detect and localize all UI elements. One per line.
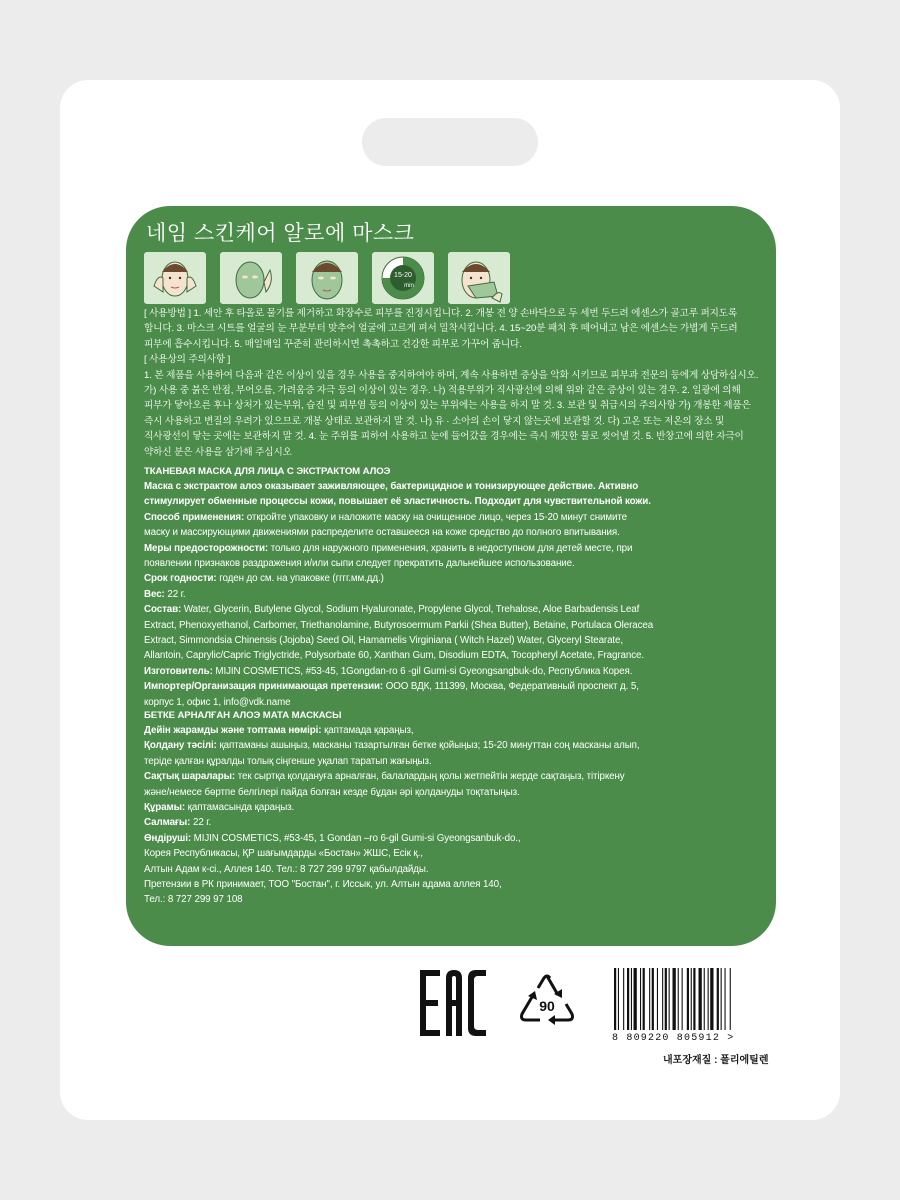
ru-usage-label: Способ применения: — [144, 511, 245, 523]
korean-title: 네임 스킨케어 알로에 마스크 — [146, 222, 415, 245]
ru-composition-text: Water, Glycerin, Butylene Glycol, Sodium Hyaluronate, Propylene Glycol, Trehalose, Aloe Barbadensis Leaf Extract, Phenoxyethanol, Carbomer, Triethanolamine, Butyrosoermum Parkii (Shea Butter), Betaine, Portulaca Oleracea Extract, Simmondsia Chinensis (Jojoba) Seed Oil, Hamamelis Virginiana ( Witch Hazel) Water, Glyceryl Stearate, Allantoin, Caprylic/Capric Triglyctride, Polysorbate 60, Xanthan Gum, Disodium EDTA, Tocopheryl Acetate, Fragrance. — [144, 604, 654, 662]
ru-weight-label: Вес: — [144, 588, 165, 600]
barcode-bar — [652, 968, 654, 1030]
hang-hole — [362, 118, 538, 166]
kz-caution-label: Сақтық шаралары: — [144, 771, 236, 783]
kz-composition-label: Құрамы: — [144, 802, 186, 814]
barcode-bar — [627, 968, 629, 1030]
barcode-bar — [631, 968, 632, 1030]
barcode-icon — [612, 968, 768, 1032]
mask-remove-icon — [448, 252, 510, 304]
timer-unit: min — [404, 283, 414, 289]
ru-importer-text: ООО ВДК, 111399, Москва, Федеративный проспект д. 5, корпус 1, офис 1, info@vdk.name — [144, 681, 639, 708]
timer-icon — [372, 252, 434, 304]
barcode-bar — [682, 968, 683, 1030]
eac-mark-icon — [420, 968, 494, 1040]
ru-composition-label: Состав: — [144, 604, 182, 616]
kazakh-text — [144, 723, 760, 908]
ru-maker-label: Изготовитель: — [144, 665, 213, 677]
russian-heading: ТКАНЕВАЯ МАСКА ДЛЯ ЛИЦА С ЭКСТРАКТОМ АЛОЭ — [144, 466, 391, 477]
ru-caution-label: Меры предосторожности: — [144, 542, 269, 554]
barcode-bar — [687, 968, 689, 1030]
face-wash-icon — [144, 252, 206, 304]
mask-on-icon — [296, 252, 358, 304]
kz-maker-text: MIJIN COSMETICS, #53-45, 1 Gondan –ro 6-gil Gumi-si Gyeongsanbuk-do., Корея Республикасы, ҚР шағымдарды «Бостан» ЖШС, Есік қ., Алтын Адам к-сі., Аллея 140. Тел.: 8 727 299 9797 қабылдайды. Претензии в РК принимает, ТОО "Бостан", г. Иссык, ул. Алтын адама аллея 140, Тел.: 8 727 299 97 108 — [144, 832, 521, 906]
ru-maker-text: MIJIN COSMETICS, #53-45, 1Gongdan-ro 6 -gil Gumi-si Gyeongsangbuk-do, Республика Корея. — [212, 665, 633, 677]
kz-batch-text: қаптамада қараңыз, — [321, 725, 414, 736]
ru-weight-text: 22 г. — [164, 588, 186, 600]
timer-label: 15-20 — [394, 272, 412, 279]
korean-instructions — [144, 306, 760, 460]
kz-composition-text: қаптамасында қараңыз. — [185, 802, 295, 814]
barcode-bar — [665, 968, 667, 1030]
usage-steps — [144, 252, 510, 304]
barcode-bar — [673, 968, 676, 1030]
barcode-bar — [643, 968, 645, 1030]
barcode-bar — [662, 968, 663, 1030]
kz-usage-label: Қолдану тәсілі: — [144, 740, 217, 752]
barcode-bar — [699, 968, 702, 1030]
ru-importer-label: Импортер/Организация принимающая претензии: — [144, 681, 384, 693]
kazakh-heading: БЕТКЕ АРНАЛҒАН АЛОЭ МАТА МАСКАСЫ — [144, 710, 342, 721]
usage-label: [ 사용방법 ] — [144, 308, 191, 319]
barcode-bar — [623, 968, 624, 1030]
barcode-bar — [693, 968, 695, 1030]
ru-usage-text: откройте упаковку и наложите маску на очищенное лицо, через 15-20 минут снимите маску и массирующими движениями распределите оставшееся на коже средство до полного впитывания. — [144, 511, 628, 539]
barcode-bar — [708, 968, 709, 1030]
kz-weight-label: Салмағы: — [144, 817, 191, 829]
barcode-bar — [614, 968, 616, 1030]
mask-apply-icon — [220, 252, 282, 304]
barcode-bar — [618, 968, 619, 1030]
packaging-material: 내포장재질 : 폴리에틸렌 — [663, 1055, 769, 1066]
ru-shelf-text: годен до см. на упаковке (гггг.мм.дд.) — [216, 573, 384, 585]
barcode-bar — [691, 968, 692, 1030]
kz-caution-text: тек сыртқа қолдануға арналған, балалардың қолы жетпейтін жерде сақтаңыз, тітіркену және/немесе бөртпе белгілері пайда болған кезде бұдан әрі қолдануды тоқтатыңыз. — [144, 771, 625, 798]
caution-label: [ 사용상의 주의사항 ] — [144, 354, 231, 366]
barcode-bar — [669, 968, 670, 1030]
usage-text: 1. 세안 후 타올로 물기를 제거하고 화장수로 피부를 진정시킵니다. 2. 개봉 전 양 손바닥으로 두 세번 두드려 에센스가 골고루 퍼지도록 합니다. 3. 마스크 시트를 얼굴의 눈 부분부터 맞추어 얼굴에 고르게 펴서 밀착시킵니다. 4. 15~20분 패치 후 떼어내고 남은 에센스는 가볍게 두드려 피부에 흡수시킵니다. 5. 매일매일 꾸준히 관리하시면 촉촉하고 건강한 피부로 가꾸어 줍니다. — [144, 308, 738, 350]
barcode-bar — [730, 968, 731, 1030]
kz-batch-label: Дейін жарамды және топтама нөмірі: — [144, 725, 322, 736]
barcode-bar — [649, 968, 650, 1030]
russian-text — [144, 479, 760, 710]
barcode-bar — [634, 968, 637, 1030]
russian-intro: Маска с экстрактом алоэ оказывает заживляющее, бактерицидное и тонизирующее действие. Активно стимулирует обменные процессы кожи, повышает её эластичность. Подходит для чувствительной кожи. — [144, 481, 651, 508]
barcode-bar — [678, 968, 679, 1030]
kz-weight-text: 22 г. — [190, 817, 212, 829]
barcode-bar — [657, 968, 658, 1030]
caution-text: 1. 본 제품을 사용하여 다음과 같은 이상이 있을 경우 사용을 중지하여야 하며, 계속 사용하면 증상을 악화 시키므로 피부과 전문의 등에게 상담하십시오. 가) 사용 중 붉은 반점, 부어오름, 가려움증 자극 등의 이상이 있는 경우. 나) 적용부위가 직사광선에 의해 위와 같은 증상이 있는 경우. 2. 일광에 의해 피부가 닿아오른 후나 상처가 있는부위, 습진 및 피부염 등의 이상이 있는 부위에는 사용을 하지 말 것. 3. 보관 및 취급시의 주의사항 가) 개봉한 제품은 즉시 사용하고 변질의 우려가 있으므로 개봉 상태로 보관하지 말 것. 나) 유 · 소아의 손이 닿지 않는곳에 보관할 것. 다) 고온 또는 저온의 장소 및 직사광선이 닿는 곳에는 보관하지 말 것. 4. 눈 주위를 피하여 사용하고 눈에 들어갔을 경우에는 즉시 깨끗한 물로 씻어낼 것. 5. 반창고에 의한 자극이 약하신 분은 사용을 삼가해 주십시오 — [144, 369, 759, 458]
ru-shelf-label: Срок годности: — [144, 573, 217, 585]
recycle-icon — [514, 970, 580, 1030]
barcode-bar — [640, 968, 641, 1030]
recycle-code: 90 — [539, 998, 555, 1014]
barcode-bar — [725, 968, 726, 1030]
kz-usage-text: қаптаманы ашыңыз, масканы тазартылған бетке қойыңыз; 15-20 минуттан соң масканы алып, теріде қалған құралды толық сіңгенше уқалап таратып жағыңыз. — [144, 740, 640, 767]
barcode-bar — [710, 968, 713, 1030]
barcode-bar — [717, 968, 719, 1030]
barcode-bar — [704, 968, 705, 1030]
ru-caution-text: только для наружного применения, хранить в недоступном для детей месте, при появлении признаков раздражения и/или сыпи следует прекратить дальнейшее использование. — [144, 542, 633, 570]
info-panel — [126, 206, 776, 946]
barcode-bar — [721, 968, 722, 1030]
barcode-digits: 8 809220 805912 > — [612, 1033, 735, 1044]
kz-maker-label: Өндіруші: — [144, 832, 192, 844]
